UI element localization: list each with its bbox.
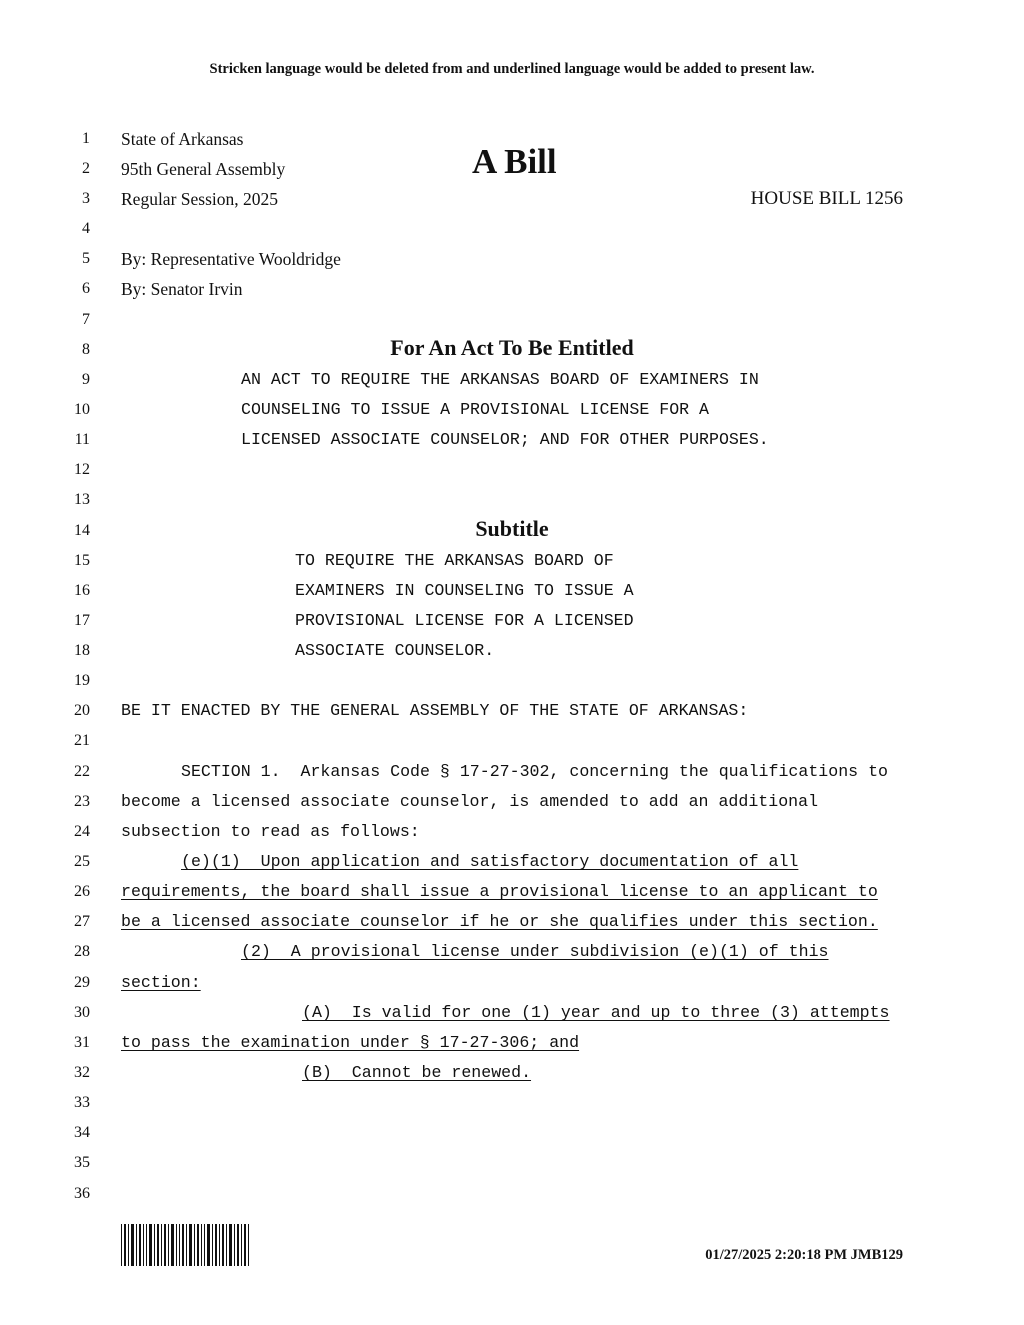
line-number: 25	[74, 853, 90, 870]
line-number: 11	[74, 431, 90, 448]
line-number: 30	[74, 1004, 90, 1021]
added-text: (2) A provisional license under subdivision (e)(1) of this	[241, 942, 829, 961]
line-number: 9	[82, 371, 90, 388]
line-number: 12	[74, 461, 90, 478]
subtitle-line: TO REQUIRE THE ARKANSAS BOARD OF	[295, 551, 614, 570]
session: Regular Session, 2025	[121, 189, 279, 209]
sponsor-senator: By: Senator Irvin	[121, 279, 243, 299]
line-number: 21	[74, 732, 90, 749]
state-name: State of Arkansas	[121, 129, 244, 149]
act-title-line: AN ACT TO REQUIRE THE ARKANSAS BOARD OF EXAMINERS IN	[241, 370, 759, 389]
added-text: be a licensed associate counselor if he or she qualifies under this section.	[121, 912, 878, 931]
line-number: 27	[74, 913, 90, 930]
added-text: to pass the examination under § 17-27-306; and	[121, 1033, 580, 1052]
line-number: 19	[74, 672, 90, 689]
line-number: 20	[74, 702, 90, 719]
subtitle-line: EXAMINERS IN COUNSELING TO ISSUE A	[295, 581, 634, 600]
subtitle-heading: Subtitle	[475, 516, 549, 541]
line-number: 36	[74, 1185, 90, 1202]
added-text: section:	[121, 973, 201, 992]
section-text: become a licensed associate counselor, is amended to add an additional	[121, 792, 819, 811]
section-text: SECTION 1. Arkansas Code § 17-27-302, concerning the qualifications to	[181, 762, 889, 781]
line-number: 7	[82, 311, 90, 328]
line-number: 15	[74, 552, 90, 569]
line-number: 4	[82, 220, 90, 237]
line-number: 2	[82, 160, 90, 177]
line-number: 22	[74, 763, 90, 780]
enacting-clause: BE IT ENACTED BY THE GENERAL ASSEMBLY OF THE STATE OF ARKANSAS:	[121, 701, 749, 720]
line-number: 31	[74, 1034, 90, 1051]
line-number: 28	[74, 943, 90, 960]
subtitle-line: PROVISIONAL LICENSE FOR A LICENSED	[295, 611, 634, 630]
line-number: 35	[74, 1154, 90, 1171]
line-number: 33	[74, 1094, 90, 1111]
section-text: subsection to read as follows:	[121, 822, 420, 841]
added-text: (e)(1) Upon application and satisfactory documentation of all	[181, 852, 799, 871]
line-number: 23	[74, 793, 90, 810]
sponsor-representative: By: Representative Wooldridge	[121, 249, 341, 269]
line-number: 1	[82, 130, 90, 147]
added-text: (B) Cannot be renewed.	[302, 1063, 532, 1082]
line-number: 17	[74, 612, 90, 629]
subtitle-line: ASSOCIATE COUNSELOR.	[295, 641, 495, 660]
act-title-line: COUNSELING TO ISSUE A PROVISIONAL LICENSE FOR A	[241, 400, 710, 419]
barcode-image	[121, 1224, 249, 1266]
line-number: 34	[74, 1124, 90, 1141]
added-text: (A) Is valid for one (1) year and up to three (3) attempts	[302, 1003, 890, 1022]
line-number: 32	[74, 1064, 90, 1081]
line-number: 24	[74, 823, 90, 840]
general-assembly: 95th General Assembly	[121, 159, 286, 179]
line-number: 6	[82, 280, 90, 297]
line-number: 8	[82, 341, 90, 358]
added-text: requirements, the board shall issue a provisional license to an applicant to	[121, 882, 878, 901]
footer-timestamp: 01/27/2025 2:20:18 PM JMB129	[705, 1247, 903, 1263]
line-number: 3	[82, 190, 90, 207]
line-number: 29	[74, 974, 90, 991]
line-number: 26	[74, 883, 90, 900]
line-number: 10	[74, 401, 90, 418]
act-title-line: LICENSED ASSOCIATE COUNSELOR; AND FOR OTHER PURPOSES.	[241, 430, 769, 449]
line-number: 13	[74, 491, 90, 508]
line-number: 18	[74, 642, 90, 659]
line-number: 14	[74, 522, 90, 539]
amendment-notice: Stricken language would be deleted from and underlined language would be added to present law.	[209, 61, 815, 77]
line-number: 5	[82, 250, 90, 267]
bill-number: HOUSE BILL 1256	[750, 188, 903, 209]
title-heading: For An Act To Be Entitled	[390, 335, 634, 360]
line-number: 16	[74, 582, 90, 599]
document-type: A Bill	[472, 142, 557, 181]
